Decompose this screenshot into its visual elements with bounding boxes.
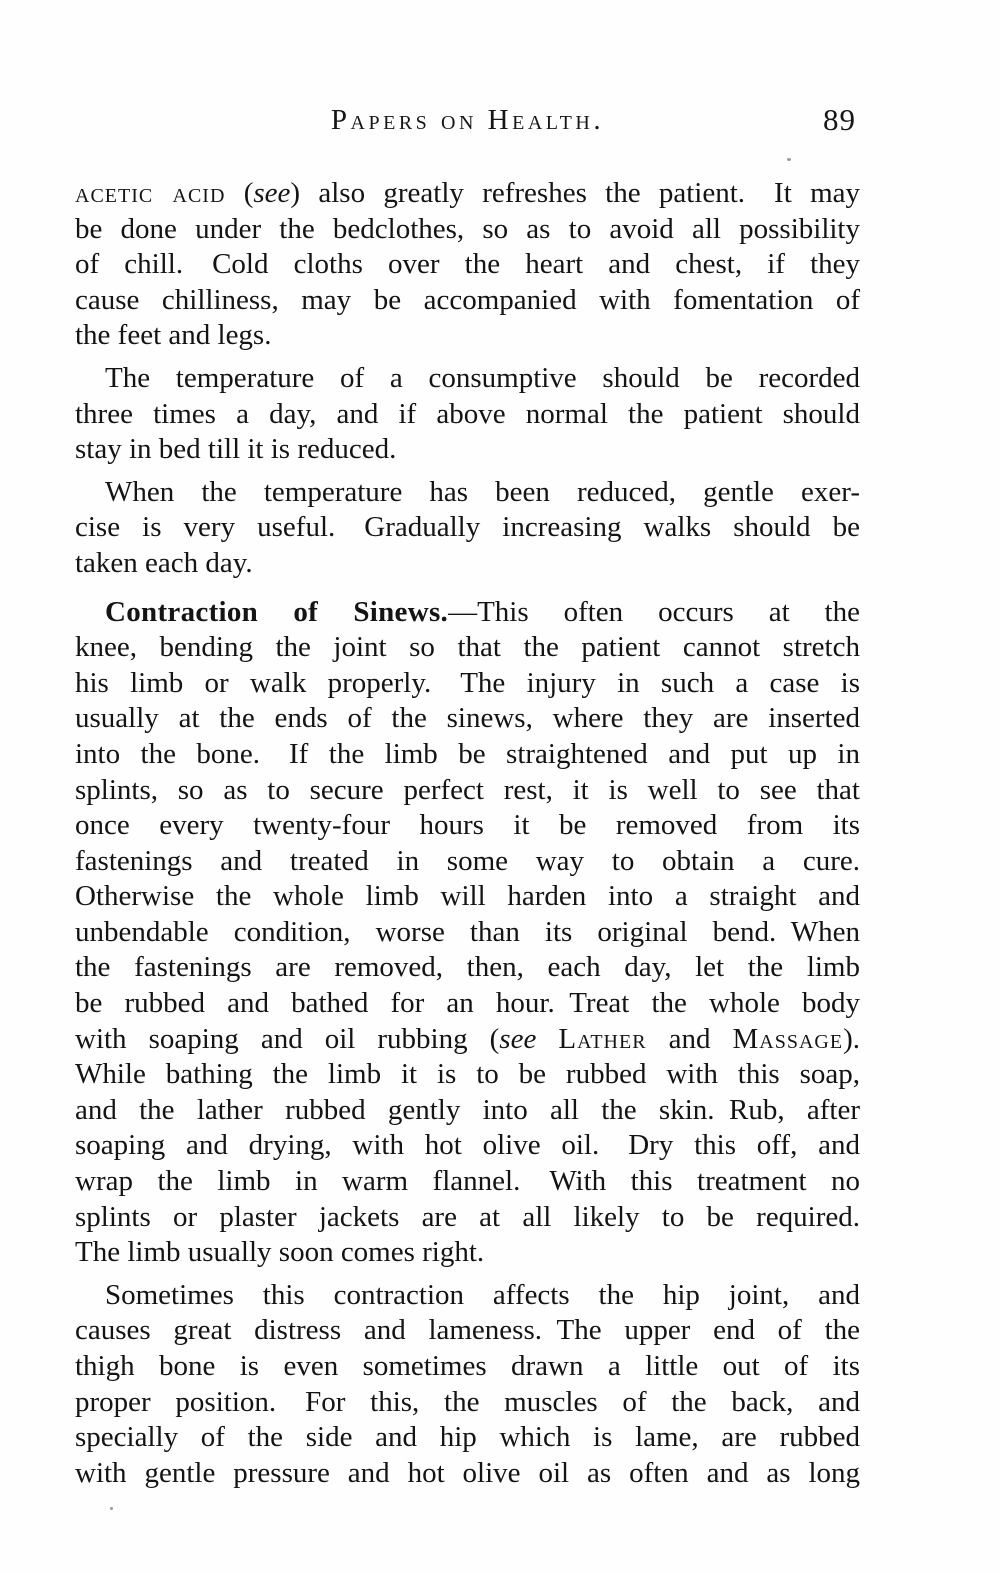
text-line <box>75 1313 860 1349</box>
text-line <box>75 361 860 397</box>
text-segment: ). <box>843 1022 861 1055</box>
text-line <box>75 915 860 951</box>
text-segment: Massage <box>732 1022 844 1055</box>
text-segment: unbendable condition, worse than its original bend. When <box>75 915 860 948</box>
text-line <box>75 701 860 737</box>
text-segment: cise is very useful. Gradually increasing walks should be <box>75 511 860 544</box>
text-line <box>75 630 860 666</box>
text-segment: of chill. Cold cloths over the heart and chest, if they <box>75 248 860 281</box>
paragraph-hip-joint <box>75 1278 860 1492</box>
text-segment: When the temperature has been reduced, gentle exer- <box>105 475 860 508</box>
text-segment: thigh bone is even sometimes drawn a little out of its <box>75 1350 860 1382</box>
scan-speck <box>787 158 791 161</box>
running-header <box>75 104 860 144</box>
text-segment: While bathing the limb it is to be rubbed with this soap, <box>75 1058 860 1091</box>
text-segment: see <box>253 177 291 209</box>
text-segment: ( <box>225 177 254 209</box>
text-line <box>75 1278 860 1314</box>
page-number: 89 <box>823 102 856 137</box>
text-segment: ) also greatly refreshes the patient. It may <box>290 177 860 209</box>
text-line <box>75 950 860 986</box>
text-segment: Sometimes this contraction affects the hip joint, and <box>105 1278 860 1311</box>
text-line <box>75 432 860 468</box>
text-segment: be done under the bedclothes, so as to avoid all possibility <box>75 212 860 245</box>
text-segment: wrap the limb in warm flannel. With this treatment no <box>75 1165 860 1198</box>
text-line <box>75 1093 860 1129</box>
text-line <box>75 510 860 546</box>
text-segment: his limb or walk properly. The injury in such a case is <box>75 666 860 699</box>
text-segment: taken each day. <box>75 546 253 579</box>
text-segment: The temperature of a consumptive should be recorded <box>105 361 860 394</box>
text-line <box>75 1349 860 1385</box>
text-line <box>75 247 860 283</box>
text-segment: be rubbed and bathed for an hour. Treat the whole body <box>75 987 860 1020</box>
text-segment: Otherwise the whole limb will harden into a straight and <box>75 880 860 913</box>
text-segment: cause chilliness, may be accompanied with fomentation of <box>75 283 860 316</box>
text-segment: —This often occurs at the <box>448 595 860 628</box>
text-line <box>75 737 860 773</box>
text-line <box>75 1057 860 1093</box>
text-segment: usually at the ends of the sinews, where they are inserted <box>75 702 860 735</box>
text-line <box>75 808 860 844</box>
text-line <box>75 212 860 248</box>
text-line <box>75 397 860 433</box>
text-segment: fastenings and treated in some way to obtain a cure. <box>75 844 860 877</box>
text-line <box>75 879 860 915</box>
text-segment: three times a day, and if above normal the patient should <box>75 397 860 430</box>
text-line <box>75 773 860 809</box>
text-segment: and the lather rubbed gently into all the skin. Rub, after <box>75 1093 860 1126</box>
text-line <box>75 176 860 212</box>
page-body <box>75 176 860 1491</box>
text-line <box>75 318 860 354</box>
paragraph-acetic-acid <box>75 176 860 354</box>
text-line <box>75 1128 860 1164</box>
text-line <box>75 546 860 582</box>
text-line <box>75 666 860 702</box>
text-segment: the feet and legs. <box>75 319 272 352</box>
text-line <box>75 595 860 631</box>
text-line <box>75 1456 860 1492</box>
paragraph-contraction-of-sinews <box>75 595 860 1271</box>
text-segment: proper position. For this, the muscles of the back, and <box>75 1385 860 1418</box>
text-segment: The limb usually soon comes right. <box>75 1236 485 1269</box>
paragraph-gentle-exercise <box>75 475 860 582</box>
text-line <box>75 844 860 880</box>
page-title: Papers on Health. <box>330 104 605 136</box>
text-segment: specially of the side and hip which is lame, are rubbed <box>75 1421 860 1454</box>
text-segment: once every twenty-four hours it be removed from its <box>75 809 860 842</box>
text-segment: Contraction of Sinews. <box>105 595 449 628</box>
text-segment: and <box>646 1022 733 1055</box>
text-segment: splints, so as to secure perfect rest, it is well to see that <box>75 773 860 806</box>
text-line <box>75 1200 860 1236</box>
text-segment: stay in bed till it is reduced. <box>75 433 397 466</box>
text-segment <box>536 1023 558 1055</box>
text-line <box>75 1235 860 1271</box>
text-segment: see <box>499 1022 537 1055</box>
text-segment: with gentle pressure and hot olive oil as often and as long <box>75 1456 860 1489</box>
text-line <box>75 986 860 1022</box>
text-line <box>75 283 860 319</box>
text-segment: the fastenings are removed, then, each day, let the limb <box>75 951 860 984</box>
text-segment: acetic acid <box>75 177 226 209</box>
text-segment: soaping and drying, with hot olive oil. Dry this off, and <box>75 1129 860 1162</box>
text-line <box>75 1420 860 1456</box>
text-segment: into the bone. If the limb be straightened and put up in <box>75 737 860 770</box>
scan-speck <box>110 1507 113 1510</box>
text-segment: with soaping and oil rubbing ( <box>75 1022 500 1055</box>
paragraph-temperature-recorded <box>75 361 860 468</box>
text-segment: Lather <box>558 1022 647 1055</box>
text-segment: splints or plaster jackets are at all likely to be required. <box>75 1200 860 1233</box>
text-line <box>75 1385 860 1421</box>
text-segment: knee, bending the joint so that the patient cannot stretch <box>75 631 860 664</box>
text-line <box>75 475 860 511</box>
text-line <box>75 1022 860 1058</box>
text-segment: causes great distress and lameness. The upper end of the <box>75 1314 860 1347</box>
text-line <box>75 1164 860 1200</box>
